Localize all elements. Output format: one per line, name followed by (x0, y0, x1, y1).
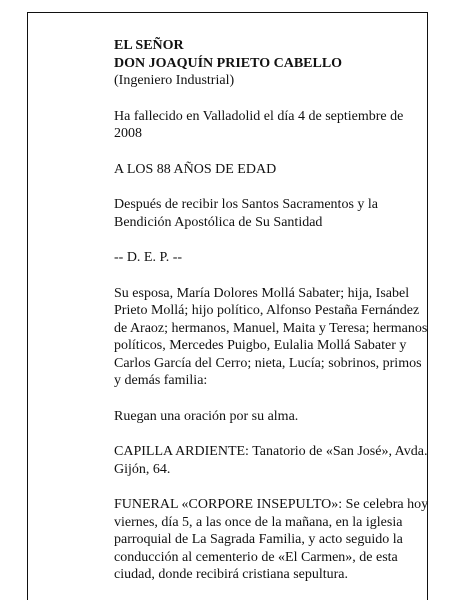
obituary-notice (114, 37, 432, 602)
age-statement: A LOS 88 AÑOS DE EDAD (114, 161, 277, 177)
chapel-info: CAPILLA ARDIENTE: Tanatorio de «San José», Avda. Gijón, 64. (114, 444, 428, 477)
death-statement: Ha fallecido en Valladolid el día 4 de septiembre de 2008 (114, 108, 404, 141)
title-line-1: EL SEÑOR (114, 38, 184, 53)
funeral-info: FUNERAL «CORPORE INSEPULTO»: Se celebra hoy viernes, día 5, a las once de la mañana, en la iglesia parroquial de La Sagrada Familia, y acto seguido la conducción al cementerio de «El Carmen», de esta ciudad, donde recibirá cristiana sepultura. (114, 497, 429, 582)
deceased-name: DON JOAQUÍN PRIETO CABELLO (114, 55, 343, 71)
rip-statement: -- D. E. P. -- (114, 250, 183, 265)
obituary-header (114, 37, 432, 90)
profession: (Ingeniero Industrial) (114, 73, 235, 88)
sacraments-statement: Después de recibir los Santos Sacramentos y la Bendición Apostólica de Su Santidad (114, 197, 378, 230)
family-paragraph: Su esposa, María Dolores Mollá Sabater; hija, Isabel Prieto Mollá; hijo político, Alfonso Pestaña Fernández de Araoz; hermanos, Manuel, Maita y Teresa; hermanos políticos, Mercedes Puigbo, Eulalia Mollá Sabater y Carlos García del Cerro; nieta, Lucía; sobrinos, primos y demás familia: (114, 285, 428, 388)
prayer-request: Ruegan una oración por su alma. (114, 408, 299, 424)
